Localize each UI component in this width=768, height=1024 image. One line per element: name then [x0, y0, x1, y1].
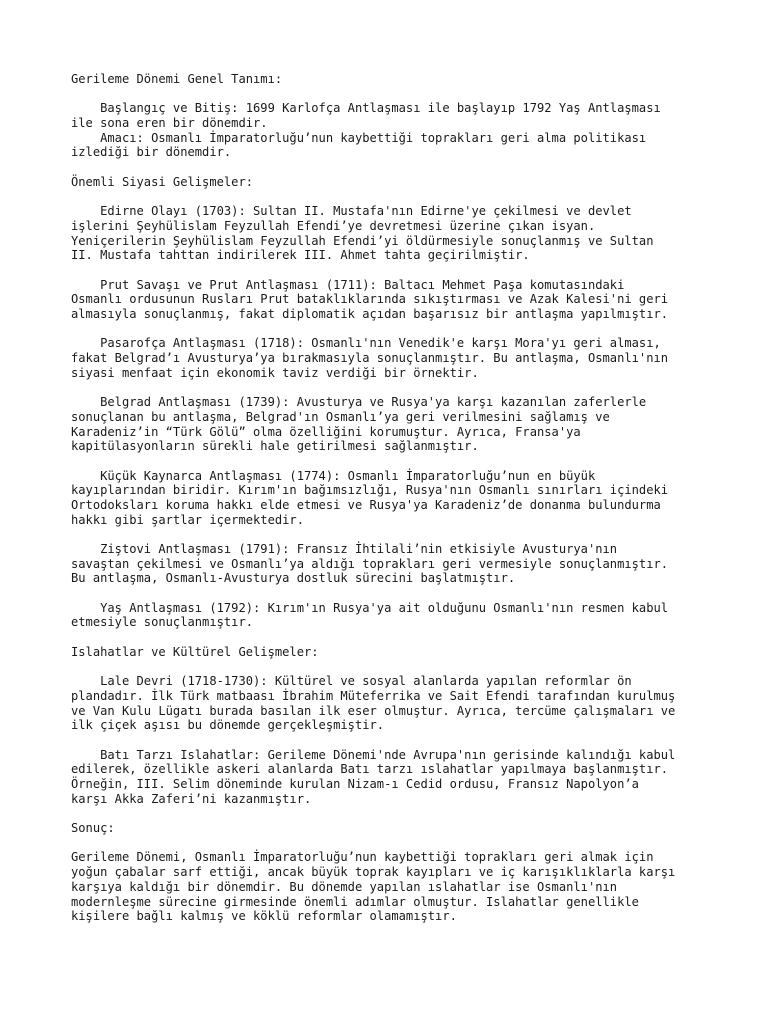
text-line: savaştan çekilmesi ve Osmanlı’ya aldığı toprakları geri vermesiyle sonuçlanmıştır.	[71, 556, 669, 571]
text-line: Batı Tarzı Islahatlar: Gerileme Dönemi'nde Avrupa'nın gerisinde kalındığı kabul	[71, 747, 676, 762]
text-line: kişilere bağlı kalmış ve köklü reformlar olamamıştır.	[71, 909, 457, 924]
text-line	[71, 380, 711, 395]
text-line: siyasi menfaat için ekonomik taviz verdiği bir örnektir.	[71, 365, 479, 380]
text-line: modernleşme sürecine girmesinde önemli adımlar olmuştur. Islahatlar genellikle	[71, 894, 639, 909]
text-line: ve Van Kulu Lügatı burada basılan ilk eser olmuştur. Ayrıca, tercüme çalışmaları ve	[71, 703, 676, 718]
text-line	[71, 454, 711, 469]
text-line: Lale Devri (1718-1730): Kültürel ve sosyal alanlarda yapılan reformlar ön	[71, 674, 632, 689]
text-line: sonuçlanan bu antlaşma, Belgrad'ın Osmanlı’ya geri verilmesini sağlamış ve	[71, 409, 610, 424]
text-line: plandadır. İlk Türk matbaası İbrahim Müteferrika ve Sait Efendi tarafından kurulmuş	[71, 688, 676, 703]
text-line: Pasarofça Antlaşması (1718): Osmanlı'nın Venedik'e karşı Mora'yı geri alması,	[71, 336, 661, 351]
text-line: Örneğin, III. Selim döneminde kurulan Nizam-ı Cedid ordusu, Fransız Napolyon’a	[71, 777, 639, 791]
text-line: Sonuç:	[71, 821, 115, 836]
text-line: karşı Akka Zaferi’ni kazanmıştır.	[71, 791, 312, 806]
text-line: kapitülasyonların sürekli hale getirilmesi sağlanmıştır.	[71, 439, 479, 454]
text-line: kayıplarından biridir. Kırım'ın bağımsızlığı, Rusya'nın Osmanlı sınırları içindeki	[71, 483, 669, 498]
text-line: işlerini Şeyhülislam Feyzullah Efendi’ye devretmesi üzerine çıkan isyan.	[71, 218, 596, 233]
text-line: Belgrad Antlaşması (1739): Avusturya ve Rusya'ya karşı kazanılan zaferlerle	[71, 395, 647, 410]
text-line: ile sona eren bir dönemdir.	[71, 116, 268, 131]
text-line: II. Mustafa tahttan indirilerek III. Ahmet tahta geçirilmiştir.	[71, 248, 530, 263]
text-line: Prut Savaşı ve Prut Antlaşması (1711): Baltacı Mehmet Paşa komutasındaki	[71, 277, 625, 292]
text-line: Yaş Antlaşması (1792): Kırım'ın Rusya'ya ait olduğunu Osmanlı'nın resmen kabul	[71, 600, 669, 615]
text-line	[71, 160, 711, 175]
text-line	[71, 263, 711, 278]
text-line: etmesiyle sonuçlanmıştır.	[71, 615, 254, 630]
text-line: Küçük Kaynarca Antlaşması (1774): Osmanlı İmparatorluğu’nun en büyük	[71, 468, 596, 483]
text-line: karşıya kaldığı bir dönemdir. Bu dönemde yapılan ıslahatlar ise Osmanlı'nın	[71, 879, 618, 894]
text-line: Başlangıç ve Bitiş: 1699 Karlofça Antlaşması ile başlayıp 1792 Yaş Antlaşması	[71, 101, 661, 116]
text-line: hakkı gibi şartlar içermektedir.	[71, 512, 304, 527]
text-line: edilerek, özellikle askeri alanlarda Batı tarzı ıslahatlar yapılmaya başlanmıştır.	[71, 762, 669, 777]
text-line	[71, 527, 711, 542]
text-line	[71, 806, 711, 821]
text-line: izlediği bir dönemdir.	[71, 145, 232, 160]
text-line: Edirne Olayı (1703): Sultan II. Mustafa'nın Edirne'ye çekilmesi ve devlet	[71, 204, 632, 219]
text-line	[71, 630, 711, 645]
text-line	[71, 87, 711, 102]
text-line: Ortodoksları koruma hakkı elde etmesi ve Rusya'ya Karadeniz’de donanma bulundurma	[71, 497, 661, 512]
text-line: ilk çiçek aşısı bu dönemde gerçekleşmiştir.	[71, 718, 385, 733]
text-line	[71, 190, 711, 205]
text-line	[71, 733, 711, 748]
text-line	[71, 660, 711, 675]
text-line: Osmanlı ordusunun Rusları Prut bataklıklarında sıkıştırması ve Azak Kalesi'ni geri	[71, 292, 669, 307]
text-line: Gerileme Dönemi Genel Tanımı:	[71, 72, 283, 86]
text-line: Bu antlaşma, Osmanlı-Avusturya dostluk sürecini başlatmıştır.	[71, 571, 516, 586]
text-line: yoğun çabalar sarf ettiği, ancak büyük toprak kayıpları ve iç karışıklıklarla karşı	[71, 865, 676, 880]
document-body	[71, 72, 711, 924]
text-line	[71, 322, 711, 337]
text-line: Amacı: Osmanlı İmparatorluğu’nun kaybettiği toprakları geri alma politikası	[71, 130, 647, 145]
text-line: Karadeniz’in “Türk Gölü” olma özelliğini korumuştur. Ayrıca, Fransa'ya	[71, 424, 581, 439]
text-line: Yeniçerilerin Şeyhülislam Feyzullah Efendi’yi öldürmesiyle sonuçlanmış ve Sultan	[71, 233, 654, 248]
text-line: fakat Belgrad’ı Avusturya’ya bırakmasıyla sonuçlanmıştır. Bu antlaşma, Osmanlı'nın	[71, 351, 669, 366]
text-line: Gerileme Dönemi, Osmanlı İmparatorluğu’nun kaybettiği toprakları geri almak için	[71, 850, 654, 865]
text-line: Ziştovi Antlaşması (1791): Fransız İhtilali’nin etkisiyle Avusturya'nın	[71, 542, 618, 556]
text-line: Önemli Siyasi Gelişmeler:	[71, 174, 254, 189]
text-line: almasıyla sonuçlanmış, fakat diplomatik açıdan başarısız bir antlaşma yapılmıştır.	[71, 307, 669, 321]
text-line	[71, 586, 711, 601]
text-line	[71, 836, 711, 851]
text-line: Islahatlar ve Kültürel Gelişmeler:	[71, 644, 319, 659]
